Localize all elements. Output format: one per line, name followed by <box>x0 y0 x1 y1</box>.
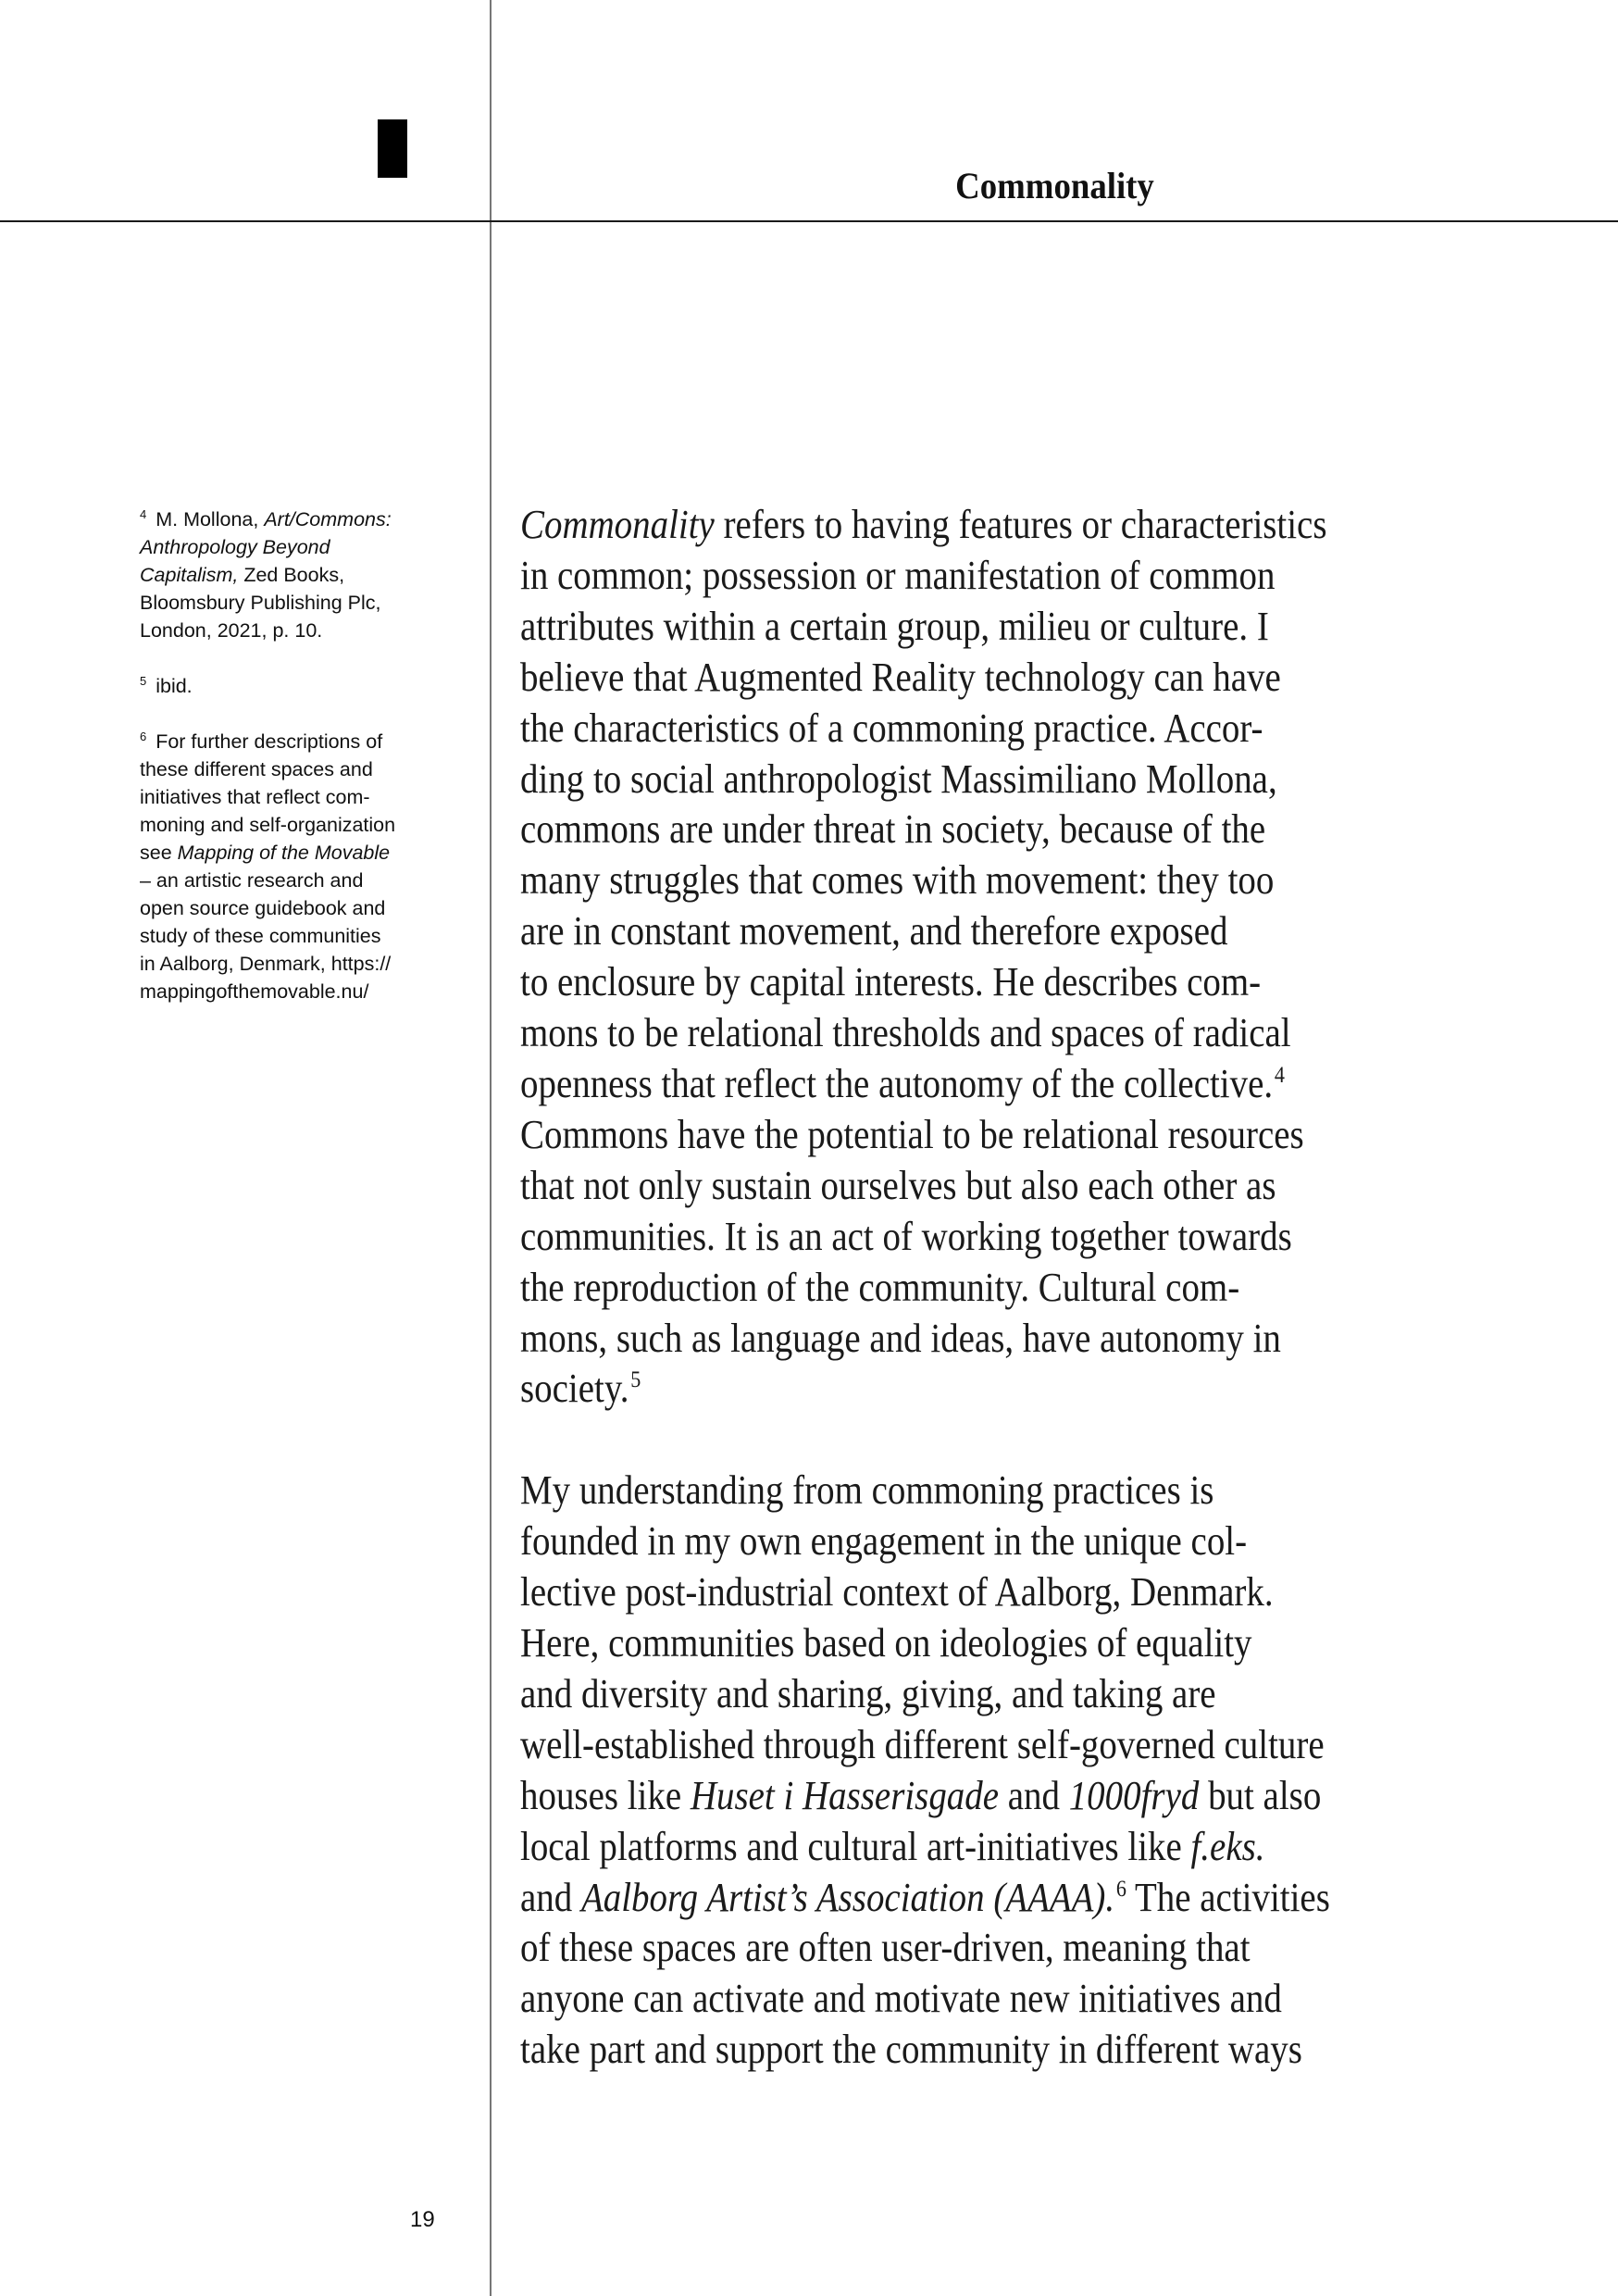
text-run: mons, such as language and ideas, have autonomy in <box>520 1315 1281 1361</box>
text-run: openness that reflect the autonomy of the collective. <box>520 1060 1274 1106</box>
page-number: 19 <box>410 2207 435 2232</box>
text-line <box>520 551 1438 602</box>
text-run: initiatives that reflect com- <box>140 786 370 808</box>
text-line <box>520 1873 1438 1924</box>
text-run: the characteristics of a commoning practice. Accor- <box>520 705 1263 751</box>
text-run: anyone can activate and motivate new initiatives and <box>520 1976 1282 2022</box>
text-run: society. <box>520 1366 629 1412</box>
section-marker-square <box>378 119 407 178</box>
footnote-line <box>140 561 454 589</box>
text-run: refers to having features or characteristics <box>714 502 1327 547</box>
italic-text: Aalborg Artist’s Association (AAAA). <box>580 1874 1115 1920</box>
text-run: these different spaces and <box>140 758 373 780</box>
text-run: Commons have the potential to be relational resources <box>520 1111 1304 1157</box>
text-run: Zed Books, <box>238 564 345 586</box>
text-run: Here, communities based on ideologies of equality <box>520 1620 1252 1666</box>
text-run: of these spaces are often user-driven, meaning that <box>520 1925 1251 1971</box>
text-run: moning and self-organization <box>140 814 396 836</box>
text-line <box>520 1008 1438 1059</box>
text-line <box>520 1161 1438 1212</box>
text-line <box>520 1263 1438 1314</box>
text-run: Bloomsbury Publishing Plc, <box>140 592 381 614</box>
footnote-reference[interactable]: 6 <box>1115 1876 1126 1902</box>
text-line <box>520 1974 1438 2025</box>
text-run: see <box>140 842 178 864</box>
footnote-reference[interactable]: 5 <box>630 1367 641 1393</box>
text-line <box>520 653 1438 704</box>
text-run: that not only sustain ourselves but also each other as <box>520 1162 1276 1208</box>
text-run: attributes within a certain group, milieu or culture. I <box>520 603 1269 649</box>
text-run: founded in my own engagement in the unique col- <box>520 1518 1248 1565</box>
footnote-line <box>140 811 454 839</box>
text-line <box>520 602 1438 653</box>
text-run: For further descriptions of <box>150 730 383 753</box>
text-run: and <box>520 1874 581 1920</box>
paragraph <box>520 1466 1438 2076</box>
text-run: local platforms and cultural art-initiatives like <box>520 1823 1191 1869</box>
text-run: M. Mollona, <box>150 508 265 530</box>
footnote-line <box>140 922 454 950</box>
text-run: in common; possession or manifestation of common <box>520 552 1276 598</box>
text-line <box>520 755 1438 805</box>
text-run: and diversity and sharing, giving, and taking are <box>520 1670 1216 1716</box>
footnote-line <box>140 978 454 1005</box>
footnote-line <box>140 589 454 617</box>
text-run: are in constant movement, and therefore exposed <box>520 908 1228 955</box>
footnote-4 <box>140 505 454 644</box>
footnote-line <box>140 505 454 533</box>
footnote-line <box>140 894 454 922</box>
footnote-reference[interactable]: 4 <box>1274 1062 1285 1088</box>
text-line <box>520 1923 1438 1974</box>
paragraph <box>520 500 1438 1415</box>
text-run: My understanding from commoning practices is <box>520 1467 1214 1514</box>
text-run: believe that Augmented Reality technology can have <box>520 654 1281 700</box>
text-line <box>520 1771 1438 1822</box>
text-line <box>520 1364 1438 1415</box>
italic-text: Art/Commons: <box>264 508 392 530</box>
footnote-6 <box>140 728 454 1005</box>
text-line <box>520 1110 1438 1161</box>
text-line <box>520 1212 1438 1263</box>
footnote-line <box>140 867 454 894</box>
text-line <box>520 1059 1438 1110</box>
italic-text: f.eks. <box>1190 1823 1265 1869</box>
italic-text: 1000fryd <box>1068 1772 1200 1818</box>
text-line <box>520 1567 1438 1618</box>
text-line <box>520 1466 1438 1516</box>
text-line <box>520 1516 1438 1567</box>
text-run: ding to social anthropologist Massimiliano Mollona, <box>520 755 1277 802</box>
text-run: ibid. <box>150 675 193 697</box>
footnotes-sidebar <box>140 505 454 1033</box>
text-line <box>520 1314 1438 1365</box>
text-run: commons are under threat in society, because of the <box>520 806 1266 853</box>
text-line <box>520 1618 1438 1669</box>
italic-text: Commonality <box>520 502 715 547</box>
page-title: Commonality <box>955 164 1154 206</box>
italic-text: Huset i Hasserisgade <box>690 1772 1000 1818</box>
text-run: The activities <box>1126 1874 1330 1920</box>
text-run: open source guidebook and <box>140 897 386 919</box>
text-line <box>520 2025 1438 2076</box>
text-run: and <box>999 1772 1069 1818</box>
text-line <box>520 1822 1438 1873</box>
text-run: – an artistic research and <box>140 869 364 892</box>
text-run: many struggles that comes with movement: they too <box>520 857 1275 904</box>
footnote-line <box>140 533 454 561</box>
footnote-line <box>140 783 454 811</box>
text-run: mons to be relational thresholds and spaces of radical <box>520 1010 1291 1056</box>
text-run: London, 2021, p. 10. <box>140 619 323 642</box>
text-run: to enclosure by capital interests. He describes com- <box>520 959 1262 1005</box>
text-run: in Aalborg, Denmark, https:// <box>140 953 392 975</box>
text-run: mappingofthemovable.nu/ <box>140 980 369 1003</box>
text-line <box>520 805 1438 855</box>
text-run: houses like <box>520 1772 691 1818</box>
footnote-line <box>140 672 454 700</box>
footnote-line <box>140 728 454 755</box>
text-run: communities. It is an act of working together towards <box>520 1213 1292 1259</box>
column-divider <box>490 0 492 2296</box>
footnote-line <box>140 755 454 783</box>
text-run: lective post-industrial context of Aalborg, Denmark. <box>520 1569 1274 1616</box>
footnote-line <box>140 950 454 978</box>
text-line <box>520 855 1438 906</box>
italic-text: Anthropology Beyond <box>140 536 330 558</box>
italic-text: Capitalism, <box>140 564 239 586</box>
footnote-number: 4 <box>140 507 147 521</box>
text-line <box>520 906 1438 957</box>
text-line <box>520 957 1438 1008</box>
text-line <box>520 704 1438 755</box>
text-line <box>520 500 1438 551</box>
header-rule <box>0 220 1618 222</box>
footnote-number: 5 <box>140 674 147 688</box>
footnote-number: 6 <box>140 730 147 743</box>
text-run: well-established through different self-governed culture <box>520 1721 1325 1767</box>
footnote-line <box>140 617 454 644</box>
text-line <box>520 1720 1438 1771</box>
text-line <box>520 1669 1438 1720</box>
text-run: but also <box>1199 1772 1322 1818</box>
text-run: the reproduction of the community. Cultural com- <box>520 1264 1240 1310</box>
body-text <box>520 500 1438 2127</box>
italic-text: Mapping of the Movable <box>177 842 391 864</box>
footnote-5 <box>140 672 454 700</box>
text-run: study of these communities <box>140 925 381 947</box>
footnote-line <box>140 839 454 867</box>
text-run: take part and support the community in different ways <box>520 2027 1302 2073</box>
